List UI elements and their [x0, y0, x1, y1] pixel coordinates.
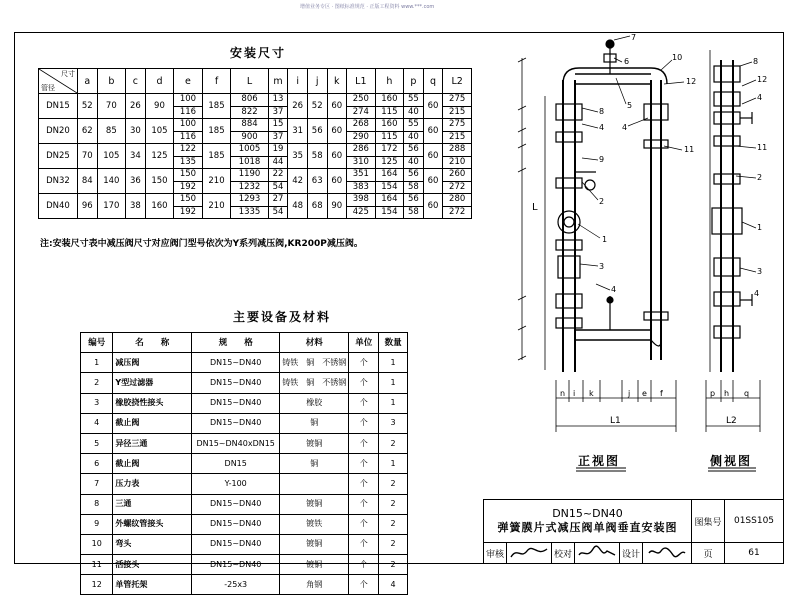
dim-cell-h: 154	[375, 181, 404, 194]
mat-cell-mat: 镀铜	[280, 433, 349, 453]
dim-cell-b: 140	[97, 169, 126, 194]
side-dim-p: p	[710, 389, 716, 398]
mat-cell-name: 减压阀	[113, 353, 192, 373]
front-dim-L1: L1	[610, 416, 621, 426]
front-label-4b: 4	[622, 123, 628, 132]
dim-cell-e: 100	[174, 94, 203, 107]
mat-header-cell: 规 格	[192, 333, 280, 353]
side-label-8: 8	[753, 57, 759, 66]
dim-cell-d: 90	[145, 94, 174, 119]
dim-cell-l2: 272	[443, 206, 472, 219]
dim-cell-h: 115	[375, 131, 404, 144]
design-signature	[642, 542, 692, 564]
figno-value: 01SS105	[724, 499, 784, 543]
dim-cell-f: 185	[202, 119, 231, 144]
table-note: 注:安装尺寸表中减压阀尺寸对应阀门型号依次为Y系列减压阀,KR200P减压阀。	[40, 239, 363, 249]
dim-cell-dn: DN25	[39, 144, 78, 169]
dim-header-k: k	[327, 69, 347, 94]
mat-cell-unit: 个	[349, 494, 379, 514]
review-signature	[506, 542, 552, 564]
side-label-4b: 4	[754, 289, 760, 298]
front-dim-e: e	[642, 389, 647, 398]
dim-cell-h: 164	[375, 169, 404, 182]
dim-cell-l1: 290	[347, 131, 376, 144]
dim-cell-a: 96	[78, 194, 98, 219]
dim-cell-m: 54	[268, 206, 288, 219]
mat-cell-spec: DN15~DN40	[192, 353, 280, 373]
mat-cell-no: 6	[81, 454, 113, 474]
front-dim-f: f	[660, 389, 663, 398]
mat-cell-spec: DN15~DN40	[192, 393, 280, 413]
dim-header-m: m	[268, 69, 288, 94]
dim-cell-m: 22	[268, 169, 288, 182]
mat-cell-mat: 铸铁 铜 不锈钢	[280, 373, 349, 393]
page-value: 61	[724, 542, 784, 564]
dim-cell-e: 116	[174, 131, 203, 144]
dim-cell-dn: DN32	[39, 169, 78, 194]
mat-cell-mat: 橡胶	[280, 393, 349, 413]
mat-cell-mat: 铜	[280, 413, 349, 433]
dim-cell-b: 105	[97, 144, 126, 169]
dim-cell-h: 154	[375, 206, 404, 219]
dim-cell-l: 1232	[231, 181, 268, 194]
mat-cell-name: 单管托架	[113, 575, 192, 595]
mat-cell-spec: Y-100	[192, 474, 280, 494]
dim-header-d: d	[145, 69, 174, 94]
dim-cell-p: 56	[404, 194, 424, 207]
dim-cell-d: 150	[145, 169, 174, 194]
dim-cell-l: 884	[231, 119, 268, 132]
front-label-10: 10	[672, 53, 683, 62]
dim-header-i: i	[288, 69, 308, 94]
front-label-12: 12	[686, 77, 697, 86]
mat-cell-qty: 2	[379, 514, 408, 534]
dim-cell-l: 1005	[231, 144, 268, 157]
dim-cell-k: 60	[327, 94, 347, 119]
dim-cell-e: 150	[174, 194, 203, 207]
front-dim-i: i	[573, 389, 576, 398]
dim-cell-b: 70	[97, 94, 126, 119]
mat-header-cell: 材料	[280, 333, 349, 353]
dim-cell-l1: 398	[347, 194, 376, 207]
mat-row	[81, 575, 408, 595]
mat-cell-name: 活接头	[113, 555, 192, 575]
materials-title: 主要设备及材料	[233, 310, 332, 324]
side-label-4a: 4	[757, 93, 763, 102]
mat-cell-spec: DN15~DN40	[192, 373, 280, 393]
mat-header-cell: 单位	[349, 333, 379, 353]
dim-cell-h: 160	[375, 94, 404, 107]
dim-header-j: j	[307, 69, 327, 94]
dim-cell-h: 160	[375, 119, 404, 132]
dim-cell-l2: 215	[443, 106, 472, 119]
mat-cell-mat: 角钢	[280, 575, 349, 595]
mat-cell-unit: 个	[349, 514, 379, 534]
mat-cell-unit: 个	[349, 373, 379, 393]
front-label-11: 11	[684, 145, 695, 154]
dim-cell-p: 55	[404, 119, 424, 132]
front-label-2: 2	[599, 197, 605, 206]
dim-cell-i: 31	[288, 119, 308, 144]
dim-cell-l2: 272	[443, 181, 472, 194]
dim-cell-l2: 288	[443, 144, 472, 157]
dim-header-e: e	[174, 69, 203, 94]
side-label-3: 3	[757, 267, 763, 276]
dim-cell-e: 100	[174, 119, 203, 132]
mat-cell-qty: 3	[379, 413, 408, 433]
title-line-2: 弹簧膜片式减压阀单阀垂直安装图	[497, 521, 678, 534]
title-cell	[483, 499, 692, 543]
check-label: 校对	[551, 542, 575, 564]
dim-cell-c: 26	[126, 94, 146, 119]
mat-cell-qty: 2	[379, 534, 408, 554]
dim-cell-l1: 351	[347, 169, 376, 182]
dim-cell-a: 62	[78, 119, 98, 144]
mat-cell-no: 5	[81, 433, 113, 453]
front-view-caption: 正视图	[578, 454, 621, 468]
dim-cell-l2: 210	[443, 156, 472, 169]
mat-cell-unit: 个	[349, 555, 379, 575]
mat-cell-name: 压力表	[113, 474, 192, 494]
mat-cell-unit: 个	[349, 454, 379, 474]
mat-cell-qty: 1	[379, 393, 408, 413]
dim-cell-i: 35	[288, 144, 308, 169]
front-dim-k: k	[589, 389, 594, 398]
mat-cell-unit: 个	[349, 474, 379, 494]
dim-cell-l: 806	[231, 94, 268, 107]
dim-cell-e: 150	[174, 169, 203, 182]
mat-cell-mat: 镀铜	[280, 534, 349, 554]
check-signature-mark	[577, 545, 617, 561]
dim-cell-m: 44	[268, 156, 288, 169]
dim-cell-l1: 425	[347, 206, 376, 219]
dim-cell-l1: 250	[347, 94, 376, 107]
side-label-11: 11	[757, 143, 768, 152]
mat-cell-spec: -25x3	[192, 575, 280, 595]
mat-cell-mat: 镀铜	[280, 494, 349, 514]
dim-cell-l2: 260	[443, 169, 472, 182]
dim-header-a: a	[78, 69, 98, 94]
side-label-1: 1	[757, 223, 763, 232]
mat-cell-spec: DN15~DN40	[192, 514, 280, 534]
mat-cell-name: 弯头	[113, 534, 192, 554]
mat-cell-spec: DN15~DN40	[192, 494, 280, 514]
mat-header-cell: 编号	[81, 333, 113, 353]
mat-cell-qty: 2	[379, 494, 408, 514]
dim-cell-l1: 383	[347, 181, 376, 194]
dim-cell-l: 900	[231, 131, 268, 144]
dim-cell-l: 1018	[231, 156, 268, 169]
side-dim-L2: L2	[726, 416, 737, 426]
dim-header-l: L	[231, 69, 268, 94]
title-block	[483, 499, 784, 564]
dim-cell-e: 192	[174, 206, 203, 219]
dim-cell-h: 115	[375, 106, 404, 119]
mat-cell-no: 8	[81, 494, 113, 514]
dim-cell-i: 48	[288, 194, 308, 219]
dim-cell-l2: 275	[443, 94, 472, 107]
dim-cell-c: 36	[126, 169, 146, 194]
dim-cell-l: 1190	[231, 169, 268, 182]
dim-cell-p: 58	[404, 206, 424, 219]
dim-table-title: 安装尺寸	[230, 46, 287, 60]
mat-cell-spec: DN15~DN40	[192, 413, 280, 433]
dim-cell-p: 56	[404, 169, 424, 182]
review-signature-mark	[509, 545, 549, 561]
front-dim-j: j	[628, 389, 631, 398]
dim-cell-l1: 310	[347, 156, 376, 169]
mat-cell-mat: 铜	[280, 454, 349, 474]
check-signature	[574, 542, 620, 564]
dim-cell-m: 37	[268, 131, 288, 144]
dim-cell-a: 52	[78, 94, 98, 119]
mat-cell-mat: 铸铁 铜 不锈钢	[280, 353, 349, 373]
dim-cell-p: 58	[404, 181, 424, 194]
dim-cell-m: 15	[268, 119, 288, 132]
mat-cell-name: 截止阀	[113, 413, 192, 433]
dim-cell-dn: DN40	[39, 194, 78, 219]
dim-cell-c: 30	[126, 119, 146, 144]
mat-cell-unit: 个	[349, 575, 379, 595]
mat-cell-spec: DN15~DN40	[192, 555, 280, 575]
mat-cell-no: 10	[81, 534, 113, 554]
side-view-caption: 侧视图	[710, 454, 753, 468]
mat-cell-qty: 1	[379, 373, 408, 393]
mat-cell-no: 2	[81, 373, 113, 393]
mat-cell-qty: 2	[379, 474, 408, 494]
dim-header-l1: L1	[347, 69, 376, 94]
dim-cell-j: 52	[307, 94, 327, 119]
dim-cell-a: 84	[78, 169, 98, 194]
dim-cell-b: 170	[97, 194, 126, 219]
dim-cell-e: 135	[174, 156, 203, 169]
dim-cell-a: 70	[78, 144, 98, 169]
dim-cell-k: 90	[327, 194, 347, 219]
front-dim-L: L	[532, 202, 538, 213]
dim-cell-k: 60	[327, 144, 347, 169]
dim-cell-f: 210	[202, 194, 231, 219]
mat-cell-unit: 个	[349, 534, 379, 554]
dim-cell-l2: 275	[443, 119, 472, 132]
dim-cell-c: 38	[126, 194, 146, 219]
dim-cell-l: 1335	[231, 206, 268, 219]
dim-cell-j: 56	[307, 119, 327, 144]
dim-cell-l2: 280	[443, 194, 472, 207]
dim-cell-l2: 215	[443, 131, 472, 144]
dim-cell-q: 60	[423, 169, 443, 194]
dim-cell-m: 27	[268, 194, 288, 207]
dim-cell-e: 192	[174, 181, 203, 194]
dim-cell-l: 822	[231, 106, 268, 119]
mat-cell-spec: DN15~DN40	[192, 534, 280, 554]
dim-header-l2: L2	[443, 69, 472, 94]
design-label: 设计	[619, 542, 643, 564]
mat-cell-qty: 2	[379, 555, 408, 575]
dim-cell-h: 164	[375, 194, 404, 207]
mat-cell-unit: 个	[349, 393, 379, 413]
front-label-1: 1	[602, 235, 608, 244]
dim-cell-f: 185	[202, 144, 231, 169]
dim-cell-q: 60	[423, 144, 443, 169]
dim-cell-dn: DN15	[39, 94, 78, 119]
dim-cell-p: 40	[404, 131, 424, 144]
dim-cell-f: 185	[202, 94, 231, 119]
dim-header-p: p	[404, 69, 424, 94]
front-label-4c: 4	[611, 285, 617, 294]
dim-cell-i: 42	[288, 169, 308, 194]
corner-bottom-label: 管径	[41, 84, 55, 92]
side-dim-h: h	[724, 389, 730, 398]
dim-cell-j: 58	[307, 144, 327, 169]
mat-cell-no: 11	[81, 555, 113, 575]
dim-cell-h: 125	[375, 156, 404, 169]
dim-cell-d: 105	[145, 119, 174, 144]
dim-cell-e: 116	[174, 106, 203, 119]
mat-cell-name: 橡胶挠性接头	[113, 393, 192, 413]
dim-cell-k: 60	[327, 119, 347, 144]
dim-cell-j: 63	[307, 169, 327, 194]
dim-header-c: c	[126, 69, 146, 94]
front-label-3: 3	[599, 262, 605, 271]
mat-cell-no: 1	[81, 353, 113, 373]
mat-cell-no: 9	[81, 514, 113, 534]
dim-cell-q: 60	[423, 119, 443, 144]
dim-cell-q: 60	[423, 194, 443, 219]
dim-header-q: q	[423, 69, 443, 94]
dim-cell-l1: 274	[347, 106, 376, 119]
dim-cell-d: 125	[145, 144, 174, 169]
mat-header-cell: 数量	[379, 333, 408, 353]
dim-cell-j: 68	[307, 194, 327, 219]
dim-cell-b: 85	[97, 119, 126, 144]
dim-cell-p: 40	[404, 106, 424, 119]
front-label-8: 8	[599, 107, 605, 116]
mat-cell-spec: DN15	[192, 454, 280, 474]
front-label-6: 6	[624, 57, 630, 66]
corner-top-label: 尺寸	[61, 70, 75, 78]
side-label-2: 2	[757, 173, 763, 182]
dim-cell-h: 172	[375, 144, 404, 157]
mat-cell-no: 7	[81, 474, 113, 494]
mat-cell-name: Y型过滤器	[113, 373, 192, 393]
dim-header-b: b	[97, 69, 126, 94]
mat-cell-spec: DN15~DN40xDN15	[192, 433, 280, 453]
mat-cell-name: 截止阀	[113, 454, 192, 474]
mat-cell-unit: 个	[349, 353, 379, 373]
dim-cell-dn: DN20	[39, 119, 78, 144]
mat-cell-no: 4	[81, 413, 113, 433]
dim-cell-p: 40	[404, 156, 424, 169]
dim-header-f: f	[202, 69, 231, 94]
dim-cell-q: 60	[423, 94, 443, 119]
watermark: 增值业务专区 · 图纸标准规范 · 正版工程资料 www.***.com	[300, 4, 435, 10]
title-line-1: DN15~DN40	[552, 507, 623, 520]
front-label-5: 5	[627, 101, 633, 110]
page-label: 页	[691, 542, 725, 564]
side-label-12: 12	[757, 75, 768, 84]
mat-cell-no: 12	[81, 575, 113, 595]
mat-cell-name: 三通	[113, 494, 192, 514]
front-label-9: 9	[599, 155, 605, 164]
dim-cell-l1: 268	[347, 119, 376, 132]
dim-cell-d: 160	[145, 194, 174, 219]
figno-label: 图集号	[691, 499, 725, 543]
mat-cell-qty: 1	[379, 353, 408, 373]
review-label: 审核	[483, 542, 507, 564]
dim-header-h: h	[375, 69, 404, 94]
dim-cell-m: 54	[268, 181, 288, 194]
dim-cell-k: 60	[327, 169, 347, 194]
mat-cell-mat: 镀铁	[280, 514, 349, 534]
mat-cell-name: 外螺纹管接头	[113, 514, 192, 534]
dim-cell-p: 55	[404, 94, 424, 107]
dim-cell-p: 56	[404, 144, 424, 157]
mat-cell-unit: 个	[349, 413, 379, 433]
dim-cell-l: 1293	[231, 194, 268, 207]
mat-cell-mat: 镀铜	[280, 555, 349, 575]
mat-cell-unit: 个	[349, 433, 379, 453]
front-label-4a: 4	[599, 123, 605, 132]
mat-cell-no: 3	[81, 393, 113, 413]
dim-cell-l1: 286	[347, 144, 376, 157]
dim-cell-f: 210	[202, 169, 231, 194]
front-label-7: 7	[631, 33, 637, 42]
dim-cell-i: 26	[288, 94, 308, 119]
dim-cell-e: 122	[174, 144, 203, 157]
mat-cell-name: 异径三通	[113, 433, 192, 453]
dim-cell-m: 13	[268, 94, 288, 107]
dim-cell-c: 34	[126, 144, 146, 169]
mat-cell-qty: 1	[379, 454, 408, 474]
mat-header-cell: 名 称	[113, 333, 192, 353]
mat-cell-qty: 2	[379, 433, 408, 453]
design-signature-mark	[647, 545, 687, 561]
mat-cell-qty: 4	[379, 575, 408, 595]
side-dim-q: q	[744, 389, 750, 398]
front-dim-n: n	[560, 389, 566, 398]
dim-cell-m: 19	[268, 144, 288, 157]
dim-cell-m: 37	[268, 106, 288, 119]
